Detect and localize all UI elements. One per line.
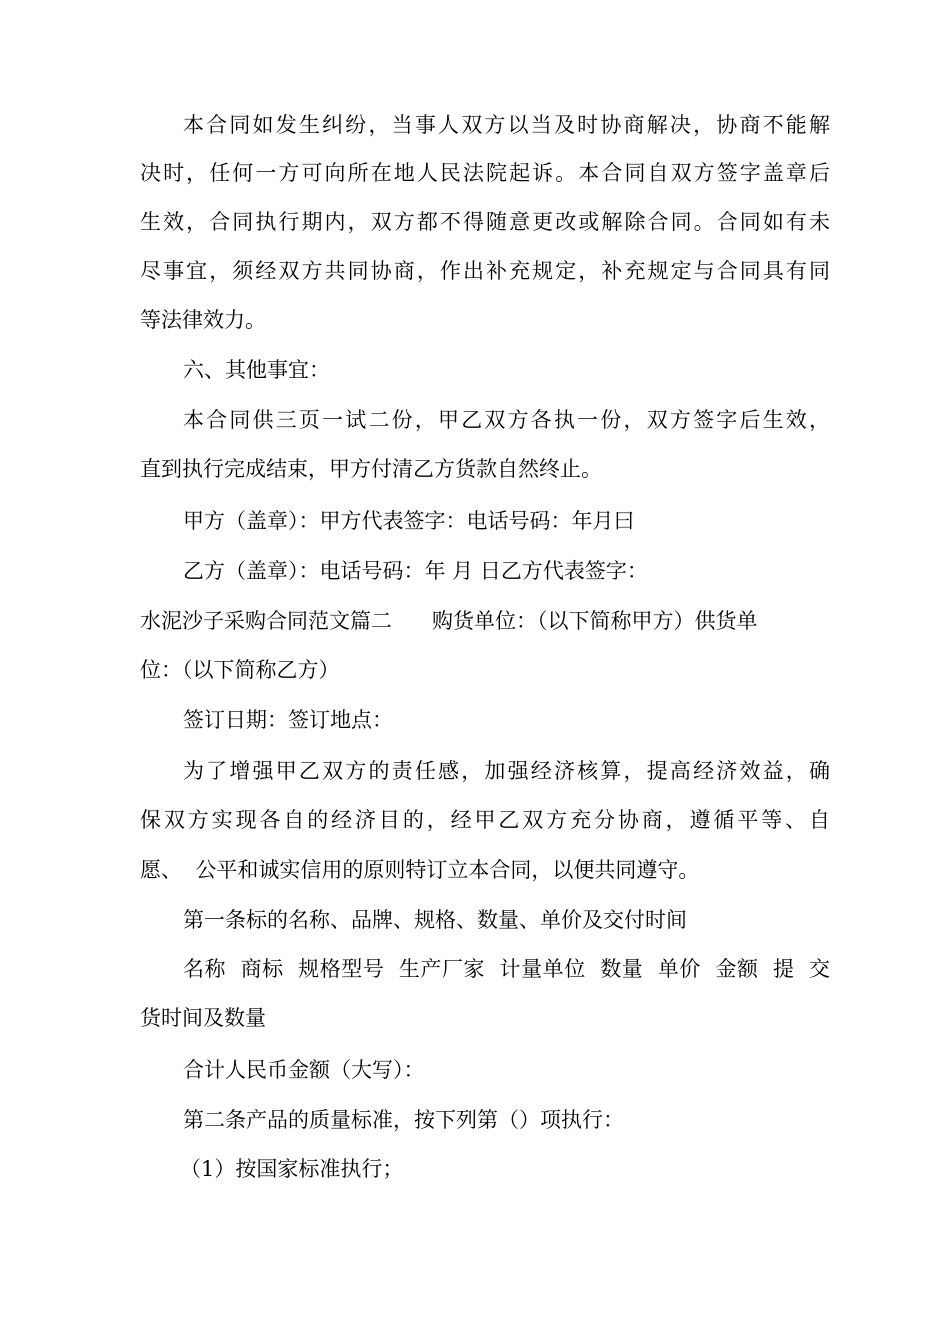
paragraph-line: 保双方实现各自的经济目的，经甲乙双方充分协商，遵循平等、自 <box>140 808 830 832</box>
paragraph-line: 本合同如发生纠纷，当事人双方以当及时协商解决，协商不能解 <box>183 113 830 137</box>
paragraph-line: 直到执行完成结束，甲方付清乙方货款自然终止。 <box>140 457 602 481</box>
paragraph-line: 决时，任何一方可向所在地人民法院起诉。本合同自双方签字盖章后 <box>140 161 830 185</box>
paragraph-line: 等法律效力。 <box>140 308 266 332</box>
signing-date-place: 签订日期：签订地点： <box>183 708 393 732</box>
section-heading: 六、其他事宜： <box>183 358 330 382</box>
table-header-line: 名称 商标 规格型号 生产厂家 计量单位 数量 单价 金额 提 交 <box>183 957 830 981</box>
article-heading: 第一条标的名称、品牌、规格、数量、单价及交付时间 <box>183 908 687 932</box>
paragraph-line: 本合同供三页一试二份，甲乙双方各执一份，双方签字后生效， <box>183 408 830 432</box>
paragraph-line: 生效，合同执行期内，双方都不得随意更改或解除合同。合同如有未 <box>140 210 830 234</box>
paragraph-line: 货时间及数量 <box>140 1006 266 1030</box>
article-heading: 第二条产品的质量标准，按下列第（）项执行： <box>183 1108 624 1132</box>
total-amount-line: 合计人民币金额（大写）： <box>183 1058 425 1082</box>
paragraph-line: 为了增强甲乙双方的责任感，加强经济核算，提高经济效益，确 <box>183 759 830 783</box>
signature-line-party-a: 甲方（盖章）：甲方代表签字：电话号码：年月曰 <box>183 509 635 533</box>
contract-title-line: 水泥沙子采购合同范文篇二 购货单位：（以下简称甲方）供货单 <box>140 609 758 633</box>
signature-line-party-b: 乙方（盖章）：电话号码：年 月 日乙方代表签字： <box>183 559 648 583</box>
paragraph-line: 位：（以下简称乙方） <box>140 658 340 682</box>
paragraph-line: 尽事宜，须经双方共同协商，作出补充规定，补充规定与合同具有同 <box>140 259 830 283</box>
list-item: （1）按国家标准执行； <box>180 1157 404 1181</box>
paragraph-line: 愿、 公平和诚实信用的原则特订立本合同，以便共同遵守。 <box>140 858 700 882</box>
